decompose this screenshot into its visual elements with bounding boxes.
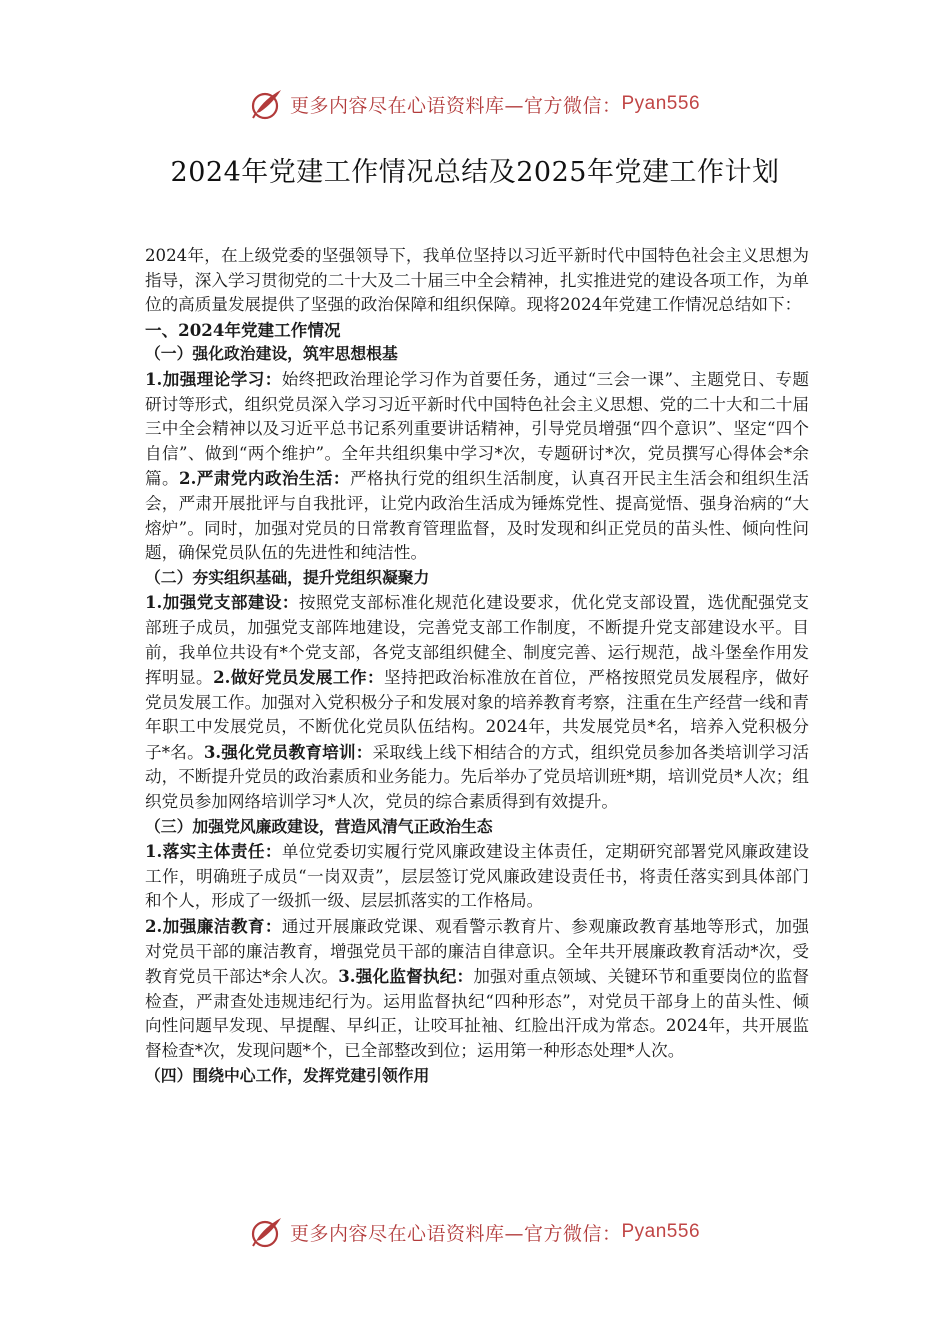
watermark-text: 更多内容尽在心语资料库—官方微信：	[289, 1222, 622, 1245]
watermark-text: 更多内容尽在心语资料库—官方微信：	[289, 94, 622, 117]
subsection-heading: （三）加强党风廉政建设，营造风清气正政治生态	[145, 816, 493, 836]
quill-logo-icon	[250, 1215, 284, 1249]
item-text: 采取线上线下相结合的方式，组织党员参加各类培训学习活动，不断提升党员的政治素质和业务能力。先后举办了党员培训班*期，培训党员*人次；组织党员参加网络培训学习*人次，党员的综合素质得到有效提升。	[145, 742, 810, 812]
intro-paragraph: 2024年，在上级党委的坚强领导下，我单位坚持以习近平新时代中国特色社会主义思想为指导，深入学习贯彻党的二十大及二十届三中全会精神，扎实推进党的建设各项工作，为单位的高质量发展提供了坚强的政治保障和组织保障。现将2024年党建工作情况总结如下：	[145, 246, 809, 315]
watermark-account: Pyan556	[621, 1221, 701, 1242]
item-label: 1.加强党支部建设：	[145, 592, 299, 613]
document-body	[145, 244, 809, 1088]
item-text: 通过开展廉政党课、观看警示教育片、参观廉政教育基地等形式，加强对党员干部的廉洁教育，增强党员干部的廉洁自律意识。全年共开展廉政教育活动*次，受教育党员干部达*余人次。	[145, 917, 809, 987]
item-label: 2.加强廉洁教育：	[145, 916, 282, 937]
paragraph	[145, 367, 809, 566]
quill-logo-icon	[250, 87, 284, 121]
item-text: 按照党支部标准化规范化建设要求，优化党支部设置，选优配强党支部班子成员，加强党支部阵地建设，完善党支部工作制度，不断提升党支部建设水平。目前，我单位共设有*个党支部，各党支部组织健全、制度完善、运行规范，战斗堡垒作用发挥明显。	[145, 593, 809, 688]
document-title: 2024年党建工作情况总结及2025年党建工作计划	[170, 157, 780, 188]
paragraph	[145, 839, 809, 914]
item-label: 2.做好党员发展工作：	[213, 667, 384, 688]
item-label: 3.强化党员教育培训：	[203, 741, 373, 762]
section-heading: 一、2024年党建工作情况	[145, 319, 341, 340]
watermark-footer	[0, 1212, 950, 1252]
item-label: 1.落实主体责任：	[145, 841, 282, 862]
subsection-heading: （一）强化政治建设，筑牢思想根基	[145, 344, 398, 364]
item-label: 1.加强理论学习：	[145, 368, 282, 389]
item-label: 2.严肃党内政治生活：	[179, 468, 350, 489]
item-label: 3.强化监督执纪：	[338, 966, 474, 987]
watermark-header	[0, 84, 950, 124]
item-text: 严格执行党的组织生活制度，认真召开民主生活会和组织生活会，严肃开展批评与自我批评，让党内政治生活成为锤炼党性、提高觉悟、强身治病的“大熔炉”。同时，加强对党员的日常教育管理监督，及时发现和纠正党员的苗头性、倾向性问题，确保党员队伍的先进性和纯洁性。	[145, 469, 810, 563]
item-text: 单位党委切实履行党风廉政建设主体责任，定期研究部署党风廉政建设工作，明确班子成员“一岗双责”，层层签订党风廉政建设责任书，将责任落实到具体部门和个人，形成了一级抓一级、层层抓落实的工作格局。	[145, 842, 809, 911]
item-text: 坚持把政治标准放在首位，严格按照党员发展程序，做好党员发展工作。加强对入党积极分子和发展对象的培养教育考察，注重在生产经营一线和青年职工中发展党员，不断优化党员队伍结构。2024年，共发展党员*名，培养入党积极分子*名。	[145, 668, 810, 762]
item-text: 加强对重点领域、关键环节和重要岗位的监督检查，严肃查处违规违纪行为。运用监督执纪“四种形态”，对党员干部身上的苗头性、倾向性问题早发现、早提醒、早纠正，让咬耳扯袖、红脸出汗成为常态。2024年，共开展监督检查*次，发现问题*个，已全部整改到位；运用第一种形态处理*人次。	[145, 967, 810, 1060]
paragraph	[145, 914, 809, 1064]
watermark-account: Pyan556	[621, 93, 701, 114]
subsection-heading: （四）围绕中心工作，发挥党建引领作用	[145, 1065, 430, 1085]
paragraph	[145, 590, 809, 814]
subsection-heading: （二）夯实组织基础，提升党组织凝聚力	[145, 567, 430, 587]
item-text: 始终把政治理论学习作为首要任务，通过“三会一课”、主题党日、专题研讨等形式，组织党员深入学习习近平新时代中国特色社会主义思想、党的二十大和二十届三中全会精神以及习近平总书记系列重要讲话精神，引导党员增强“四个意识”、坚定“四个自信”、做到“两个维护”。全年共组织集中学习*次，专题研讨*次，党员撰写心得体会*余篇。	[145, 369, 810, 489]
